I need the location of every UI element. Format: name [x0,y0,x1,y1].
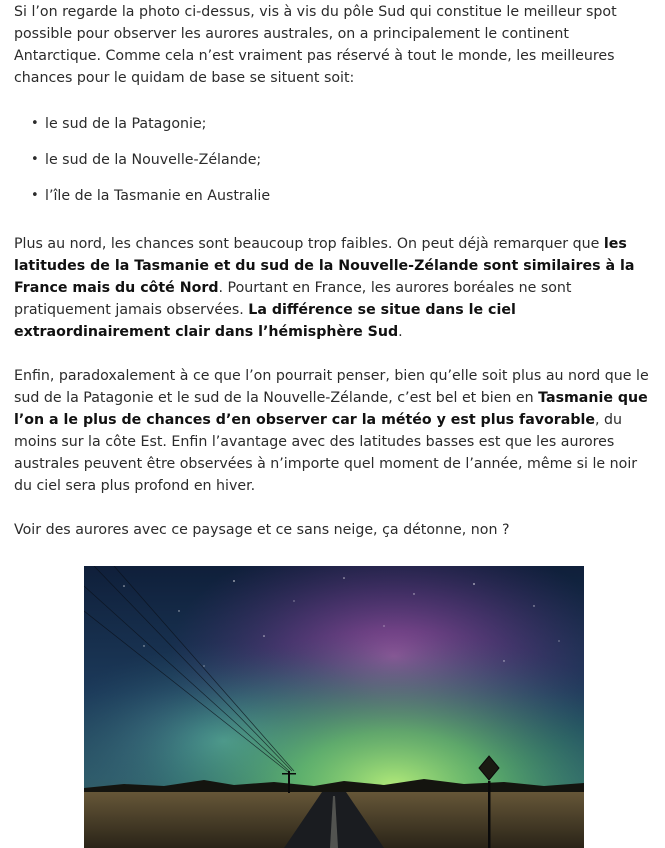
list-item [31,149,650,171]
article-body [14,1,650,541]
bullet-icon: • [31,152,39,167]
aurora-photo [84,566,584,848]
list-item-text: l’île de la Tasmanie en Australie [45,188,271,204]
paragraph-text: . Pourtant en France, les aurores boréales ne sont pratiquement jamais observées. [14,280,572,318]
aurora-landscape-image [84,566,584,848]
paragraph-text: Plus au nord, les chances sont beaucoup trop faibles. On peut déjà remarquer que [14,236,604,252]
list-item [31,113,650,135]
paragraph-tasmania [14,365,650,497]
paragraph-text: , du moins sur la côte Est. Enfin l’avantage avec des latitudes basses est que les aurores australes peuvent être observées à n’importe quel moment de l’année, même si le noir du ciel sera plus profond en hiver. [14,412,638,494]
list-item-text: le sud de la Patagonie; [45,116,207,132]
bold-text: Tasmanie que l’on a le plus de chances d’en observer car la météo y est plus favorable [14,390,648,428]
list-item [31,185,650,207]
list-item-text: le sud de la Nouvelle-Zélande; [45,152,262,168]
paragraph-text: Enfin, paradoxalement à ce que l’on pourrait penser, bien qu’elle soit plus au nord que le sud de la Patagonie et le sud de la Nouvelle-Zélande, c’est bel et bien en [14,368,649,406]
paragraph-intro: Si l’on regarde la photo ci-dessus, vis à vis du pôle Sud qui constitue le meilleur spot possible pour observer les aurores australes, on a principalement le continent Antarctique. Comme cela n’est vraiment pas réservé à tout le monde, les meilleures chances pour le quidam de base se situent soit: [14,4,617,86]
bold-text: les latitudes de la Tasmanie et du sud de la Nouvelle-Zélande sont similaires à la France mais du côté Nord [14,236,635,296]
paragraph-text: . [398,324,403,340]
bullet-icon: • [31,116,39,131]
bullet-icon: • [31,188,39,203]
bold-text: La différence se situe dans le ciel extraordinairement clair dans l’hémisphère Sud [14,302,516,340]
locations-list [14,113,650,207]
paragraph-closing: Voir des aurores avec ce paysage et ce sans neige, ça détonne, non ? [14,522,510,538]
paragraph-latitudes [14,233,650,343]
